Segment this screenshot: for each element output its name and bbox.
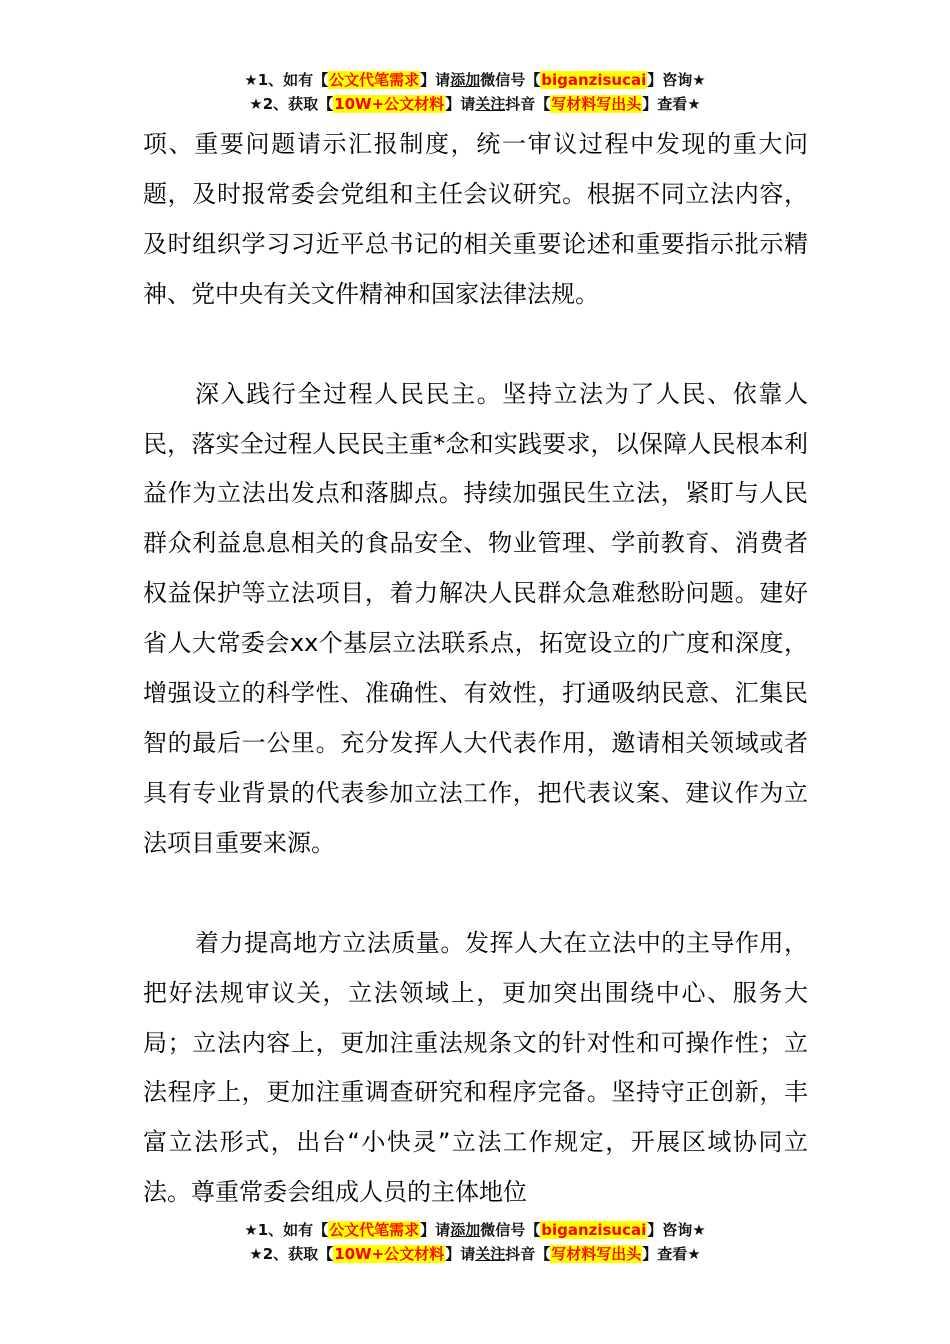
banner-text: ★2、获取【: [249, 1245, 334, 1263]
banner-text: 抖音【: [505, 95, 551, 113]
banner-text: 微信号【: [480, 1221, 541, 1239]
banner-text: ★1、如有【: [244, 1221, 329, 1239]
footer-banner: [0, 1218, 950, 1266]
banner-text: 】请: [445, 95, 476, 113]
banner-emphasis: 关注: [475, 95, 506, 113]
banner-highlight: biganzisucai: [541, 1221, 647, 1239]
banner-text: 】咨询★: [647, 71, 706, 89]
header-banner-line-1: [0, 68, 950, 92]
document-body: [143, 120, 808, 1218]
banner-text: ★2、获取【: [249, 95, 334, 113]
banner-emphasis: 添加: [450, 71, 481, 89]
banner-emphasis: 关注: [475, 1245, 506, 1263]
banner-highlight: 公文代笔需求: [329, 71, 420, 89]
banner-highlight: biganzisucai: [541, 71, 647, 89]
banner-text: 抖音【: [505, 1245, 551, 1263]
banner-highlight: 公文代笔需求: [329, 1221, 420, 1239]
header-banner-line-2: [0, 92, 950, 116]
header-banner: [0, 68, 950, 116]
banner-highlight: 10W+公文材料: [334, 95, 445, 113]
banner-text: 】咨询★: [647, 1221, 706, 1239]
banner-text: 】查看★: [642, 95, 701, 113]
paragraph-3: 着力提高地方立法质量。发挥人大在立法中的主导作用，把好法规审议关，立法领域上，更加突出围绕中心、服务大局；立法内容上，更加注重法规条文的针对性和可操作性；立法程序上，更加注重调查研究和程序完备。坚持守正创新，丰富立法形式，出台“小快灵”立法工作规定，开展区域协同立法。尊重常委会组成人员的主体地位: [143, 928, 808, 1207]
banner-text: 】请: [420, 1221, 451, 1239]
footer-banner-line-2: [0, 1242, 950, 1266]
footer-banner-line-1: [0, 1218, 950, 1242]
banner-text: 】请: [445, 1245, 476, 1263]
banner-text: ★1、如有【: [244, 71, 329, 89]
paragraph-gap: [143, 869, 808, 919]
banner-highlight: 10W+公文材料: [334, 1245, 445, 1263]
banner-text: 】查看★: [642, 1245, 701, 1263]
banner-highlight: 写材料写出头: [551, 1245, 642, 1263]
banner-highlight: 写材料写出头: [551, 95, 642, 113]
banner-text: 】请: [420, 71, 451, 89]
paragraph-gap: [143, 320, 808, 370]
banner-emphasis: 添加: [450, 1221, 481, 1239]
paragraph-1: 项、重要问题请示汇报制度，统一审议过程中发现的重大问题，及时报常委会党组和主任会议研究。根据不同立法内容，及时组织学习习近平总书记的相关重要论述和重要指示批示精神、党中央有关文件精神和国家法律法规。: [143, 130, 808, 308]
banner-text: 微信号【: [480, 71, 541, 89]
paragraph-2: 深入践行全过程人民民主。坚持立法为了人民、依靠人民，落实全过程人民民主重*念和实践要求，以保障人民根本利益作为立法出发点和落脚点。持续加强民生立法，紧盯与人民群众利益息息相关的食品安全、物业管理、学前教育、消费者权益保护等立法项目，着力解决人民群众急难愁盼问题。建好省人大常委会xx个基层立法联系点，拓宽设立的广度和深度，增强设立的科学性、准确性、有效性，打通吸纳民意、汇集民智的最后一公里。充分发挥人大代表作用，邀请相关领域或者具有专业背景的代表参加立法工作，把代表议案、建议作为立法项目重要来源。: [143, 379, 808, 857]
